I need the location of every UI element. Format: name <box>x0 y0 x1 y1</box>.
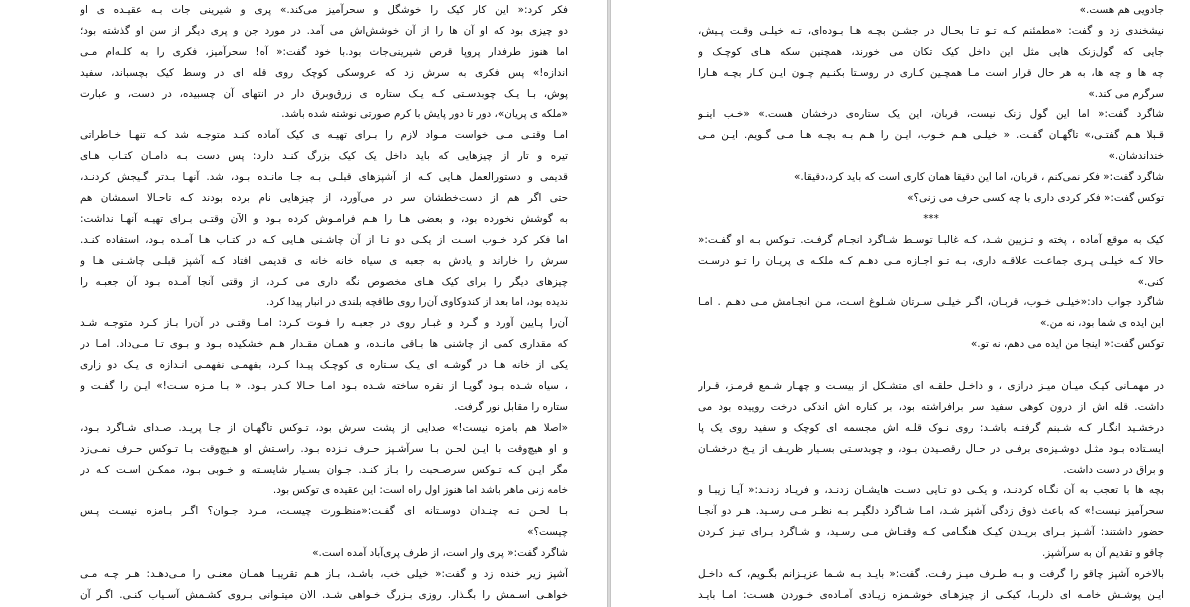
text-line: اما هنوز طرفدار پروپا قرص شیرینی‌جات بود.با خود گفت:« آه! سحرآمیز، فکری را به کلـه‌ام مـی <box>80 45 568 58</box>
text-line: حضور داشتند: آشـپز بـرای بریـدن کیـک هنگـامی کـه وقتـاش مـی رسـید، و شـاگرد بـرای تیـز کـردن <box>698 526 1164 539</box>
text-line: به گوشش نخورده بود، و بعضی هـا را هـم فرامـوش کرده بـود و الآن وقتـی بـرای تهیـه آنهـا نداشت: <box>80 212 568 225</box>
text-line: که مقداری کمی از چاشنی ها بـاقی مانـده، و همـان مقـدار هـم خشکیده بـود و بـوی تـا مـی‌داد. امـا در <box>80 338 568 351</box>
text-line: کیک به موقع آماده ، پخته و تـزیین شـد، کـه غالبـا توسـط شـاگرد انجـام گرفـت. تـوکس بـه او گفـت:« <box>698 233 1164 246</box>
blank-line <box>698 355 1164 376</box>
text-line: ایـن پوشـش خامـه ای دلربـا، کیکـی از چیزهـای خوشـمزه زیـادی آمـاده‌ی خـوردن هسـت: امـا بایـد <box>698 588 1164 601</box>
text-line: چاقو و تقدیم آن به سرآشپز. <box>1041 547 1164 560</box>
section-break: *** <box>923 212 939 225</box>
text-line: ندیده بود، اما بعد از کندوکاوی آن‌را روی طاقچه بلندی در انبار پیدا کرد. <box>265 296 568 309</box>
text-line: جادویی هم هست.» <box>1079 4 1164 16</box>
text-line: «ملکه ی پریان»، دور تا دور پایش با کرم صورتی نوشته شده باشد. <box>281 108 568 121</box>
text-line: امـا وقتـی مـی خواست مـواد لازم را بـرای تهیـه ی کیک آماده کنـد متوجـه شد کـه تنهـا خـاطراتی <box>80 129 568 142</box>
text-line: و او هیچ‌وقت با ایـن لحـن بـا سرآشـپز حـرف نـزده بـود. راسـتش او هـیچ‌وقت بـا تـوکس حـرف نمـی‌زد <box>80 442 568 455</box>
left-page-text <box>80 0 568 606</box>
text-line: خنداندشان.» <box>1108 150 1164 163</box>
text-line: آشپز زیر خنده زد و گفت:« خیلی خب، باشـد، بـاز هـم تقریبـا همـان معنـی را مـی‌دهـد: هـر چـه مـی <box>80 568 568 581</box>
text-line: قدیمی و دستورالعمل هـایی کـه از آشپزهای قبلـی بـه جـا مانـده بـود، شد. آنهـا بـدتر گـیجش کردنـد، <box>80 171 568 184</box>
text-line: شاگرد گفت:« فکر نمی‌کنم ، قربان، اما این دقیقا همان کاری است که باید کرد،دقیقا.» <box>794 171 1164 184</box>
text-line: توکس گفت:« اینجا من ایده می دهم، نه تو.» <box>970 338 1164 351</box>
text-line: قـبلا هـم گفتـی،» تاگهـان گفـت. « خیلـی هـم خـوب، ایـن را هـم بـه بچـه هـا مـی گـویم. ایـن مـی <box>698 129 1164 142</box>
text-line: «اصلا هم بامزه نیست!» صدایی از پشت سرش بود، تـوکس تاگهـان از جـا پریـد. صـدای شـاگرد بـود، <box>80 421 568 434</box>
text-line: شاگرد جواب داد:«خیلـی خـوب، قربـان، اگـر خیلـی سـرتان شـلوغ اسـت، مـن انجـامش مـی دهـم . امـا <box>698 296 1164 309</box>
text-line: حالا کـه خیلـی پـری جماعـت علاقـه داری، بـه تـو اجـازه مـی دهـم کـه ملکـه ی پریـان را تـو درسـت <box>698 254 1164 267</box>
text-line: بچه ها با تعجب به آن نگـاه کردنـد، و یکـی دو تـایی دسـت هایشـان زدنـد، و فریـاد زدنـد:« آیـا زیبـا و <box>698 484 1164 497</box>
text-line: بـا لحـن تـه چنـدان دوسـتانه ای گفـت:«منظـورت چیسـت، مـرد جـوان؟ اگـر بـامزه نیسـت پـس <box>80 505 568 518</box>
text-line: تیره و تار از چیزهایی که باید داخل یک کیک بزرگ کنـد دارد: پس دست بـه دامـان کتـاب هـای <box>80 150 568 163</box>
text-line: خامه زنی ماهر باشد اما هنوز اول راه است: این عقیده ی توکس بود. <box>272 484 568 497</box>
text-line: چیست؟» <box>527 526 568 539</box>
text-line: چیزهای دیگر را برای کیک هـای مخصوص نگه داری می کـرد، از وقتی آنجا آمـده بـود آن جعبـه را <box>80 275 568 288</box>
text-line: سرگرم می کند.» <box>1088 87 1164 100</box>
text-line: اندازه!» پس فکری به سرش زد که عروسکی کوچک روی قله ای در وسط کیک بچسباند، سفید <box>80 66 568 79</box>
text-line: و براق در دست داشت. <box>1063 463 1164 476</box>
text-line: اما فکر کرد خـوب اسـت از یکـی دو تـا از آن چاشـنی هـایی کـه در کتـاب هـا آمـده بـود، استفاده کنـد. <box>80 233 568 246</box>
text-line: داشت. قله اش از درون کوهی سفید سر برافراشته بود، بر کناره اش اندکی درخت روییده بود می <box>698 400 1164 413</box>
text-line: پوش، بـا یـک چوبدسـتی کـه یـک ستاره ی زرق‌وبرق دار در انتهای آن چسبیده، در دست، و عبارت <box>80 87 568 100</box>
text-line: دو چیزی بود که او آن ها را از آن خوشش‌اش می آمد. در مورد جن و پری دیگر از سن او گذشته بود؛ <box>80 24 568 37</box>
text-line: نیشخندی زد و گفت: «مطمئنم کـه تـو تـا بحـال در جشـن بچـه هـا بـوده‌ای، تـه خیلـی وقـت پـیش، <box>698 24 1164 37</box>
text-line: خواهـی اسـمش را بگـذار. روزی بـزرگ خـواهی شـد. الان میتـوانی بـروی کشـمش آسـیاب کنـی. اگـر آن <box>80 588 568 601</box>
text-line: سرش را خاراند و یادش به جعبه ی سیاه خانه خانه ی قدیمی افتاد کـه آشپز قبلـی چاشـنی هـا و <box>80 254 568 267</box>
text-line: توکس گفت:« فکر کردی داری با چه کسی حرف می زنی؟» <box>907 192 1164 205</box>
right-page-text <box>698 0 1164 606</box>
text-line: ، سیاه شـده بـود گویـا از نقره ساخته شـده بـود امـا حـالا کـدر بـود. « بـا مـزه سـت!» ایـن را گفـت و <box>80 380 568 393</box>
right-page <box>611 0 1190 607</box>
text-line: ایسـتاده بـود مثـل دوشـیزه‌ی برفـی در حـال رقصـیدن بـود، و چوبدسـتی بسـیار ظریـف از یـخ درخشـان <box>698 442 1164 455</box>
text-line: سحرآمیز نیست!» که باعث ذوق زدگی آشپز شـد، امـا شـاگرد دلگیـر بـه نظـر مـی رسـید. هـر دو آنجـا <box>698 505 1164 518</box>
text-line: درخشـید انگـار کـه شـبنم گرفتـه باشـد: روی نـوک قلـه اش مجسمه ای کوچک و سفید روی یک پا <box>698 421 1164 434</box>
text-line: جایی که گول‌زنک هایی مثل این داخل کیک تکان می خورند، همچنین سکه هـای کوچـک و <box>698 45 1164 58</box>
text-line: فکر کرد:« این کار کیک را خوشگل و سحرآمیز می‌کند.» پری و شیرینی جات بـه عقیـده ی او <box>80 4 568 16</box>
text-line: این ایده ی شما بود، نه من.» <box>1039 317 1164 330</box>
text-line: آن‌را پـایین آورد و گـرد و غبـار روی در جعبـه را فـوت کـرد: امـا وقتـی در آن‌را بـاز کـرد متوجـه شـد <box>80 317 568 330</box>
text-line: کنی.» <box>1137 275 1164 288</box>
text-line: حتی اگر هم از دست‌خطشان سر در می‌آورد، از چیزهایی نام برده بودند کـه تاحـالا اسمشان هم <box>80 192 568 205</box>
text-line: شاگرد گفت:« پری وار است، از طرف پری‌آباد آمده است.» <box>312 547 568 560</box>
text-line: ستاره را مقابل نور گرفت. <box>454 400 568 413</box>
text-line: بالاخره آشپز چاقو را گرفت و بـه طـرف میـز رفـت. گفت:« بایـد بـه شـما عزیـزانم بگـویم، کـه داخـل <box>698 568 1164 581</box>
text-line: مگر ایـن کـه تـوکس سرصـحبت را بـاز کنـد. جـوان بسـیار شایسـته و خـوبی بـود، ممکـن اسـت کـه در <box>80 463 568 476</box>
text-line: چه ها و چه ها، به هر حال قرار است مـا همچـین کـاری در روسـتا بکنـیم چـون ایـن کـار بچـه هـارا <box>698 66 1164 79</box>
text-line: در مهمـانی کیـک میـان میـز درازی ، و داخـل حلقـه ای متشـکل از بیسـت و چهـار شـمع قرمـز، قـرار <box>698 380 1164 393</box>
text-line: یکی از خانه هـا در گوشـه ای یـک سـتاره ی کوچـک پیـدا کـرد، بفهمـی نفهمـی انـدازه ی یـک دو زاری <box>80 359 568 372</box>
text-line: شاگرد گفت:« اما این گول زنک نیست، قربان، این یک ستاره‌ی درخشان هست.» «خـب اینـو <box>698 108 1164 121</box>
